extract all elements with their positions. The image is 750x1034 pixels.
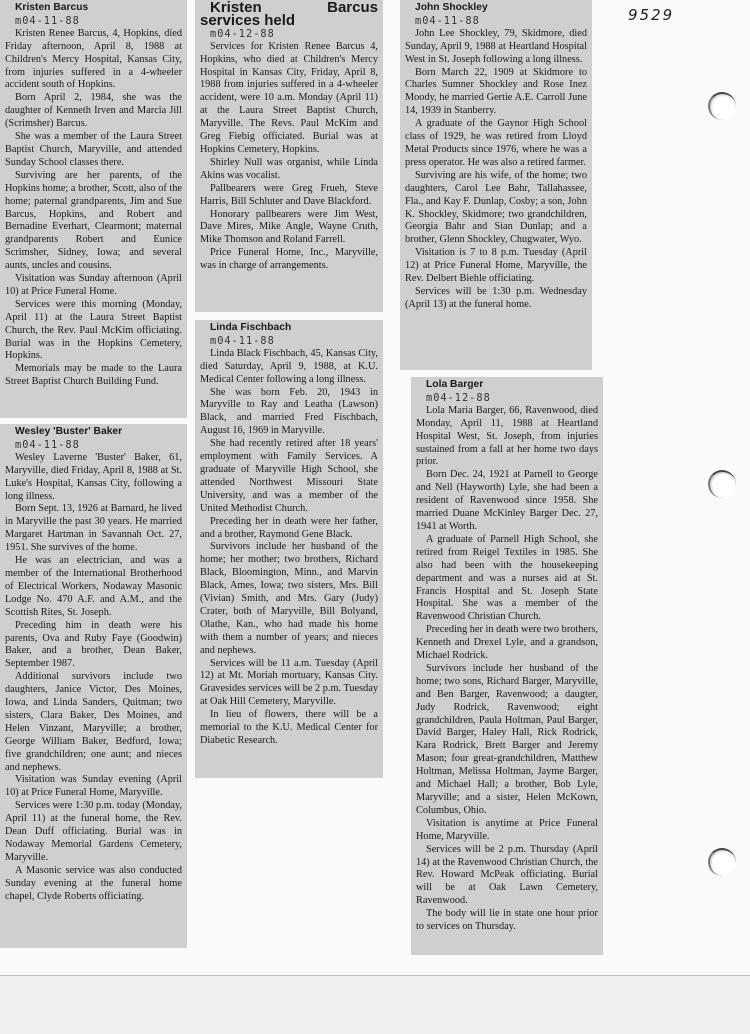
obituary-paragraph: She was born Feb. 20, 1943 in Maryville to Ray and Leatha (Lawson) Black, and married Fred Fischbach, August 16, 1969 in Maryville. (200, 386, 378, 437)
obituary-paragraph: The body will lie in state one hour prior to services on Thursday. (416, 908, 598, 933)
obituary-paragraph: Preceding her in death were two brothers, Kenneth and Drexel Lyle, and a grandson, Michael Rodrick. (416, 624, 598, 662)
obituary-heading: Kristen Barcus (15, 2, 89, 13)
obituary-paragraph: She was a member of the Laura Street Baptist Church, Maryville, and attended Sunday School classes there. (5, 131, 182, 168)
article-kristen-barcus-services (195, 0, 383, 312)
obituary-paragraph: Born March 22, 1909 at Skidmore to Charles Sumner Shockley and Rose Inez Moody, he married Gertie A.E. Carroll June 14, 1939 in Stanberry. (405, 66, 587, 117)
obituary-kristen-barcus (0, 0, 187, 418)
obituary-paragraph: A Masonic service was also conducted Sunday evening at the funeral home chapel, Clyde Roberts officiating. (5, 864, 182, 902)
handwritten-date: m04-11-88 (15, 438, 80, 451)
obituary-paragraph: A graduate of the Gaynor High School class of 1929, he was retired from Lloyd Metal Products since 1976, where he was a press operator. He was also a retired farmer. (405, 118, 587, 168)
obituary-paragraph: He was an electrician, and was a member of the International Brotherhood of Electrical Workers, Nodaway Masonic Lodge No. 470 A.F. and A.M., and the Scottish Rites, St. Joseph. (5, 555, 182, 618)
obituary-paragraph: Wesley Laverne 'Buster' Baker, 61, Maryville, died Friday, April 8, 1988 at St. Luke's Hospital, Kansas City, following a long illness. (5, 451, 182, 502)
obituary-paragraph: Visitation was Sunday evening (April 10) at Price Funeral Home, Maryville. (5, 774, 182, 799)
obituary-paragraph: Services will be 2 p.m. Thursday (April 14) at the Ravenwood Christian Church, the Rev. Howard McPeak officiating. Burial will be at Oak Lawn Cemetery, Ravenwood. (416, 843, 598, 907)
obituary-paragraph: A graduate of Parnell High School, she retired from Reigel Textiles in 1985. She also had been with the housekeeping department and was a nurses aid at St. Francis Hospital and St. Joseph State Hospital. She was a member of the Ravenwood Christian Church. (416, 533, 598, 623)
obituary-paragraph: Preceding her in death were her father, and a brother, Raymond Gene Black. (200, 515, 378, 540)
handwritten-date: m04-12-88 (210, 27, 275, 40)
obituary-heading: Wesley 'Buster' Baker (15, 426, 123, 437)
obituary-paragraph: Kristen Renee Barcus, 4, Hopkins, died Friday afternoon, April 8, 1988 at Children's Mercy Hospital, Kansas City, from injuries suffered in a 4-wheeler accident south of Hopkins. (5, 27, 182, 91)
obituary-paragraph: Linda Black Fischbach, 45, Kansas City, died Saturday, April 9, 1988, at K.U. Medical Center following a long illness. (200, 347, 378, 385)
obituary-heading: Kristen Barcus services held (200, 0, 378, 29)
obituary-paragraph: Services were 1:30 p.m. today (Monday, April 11) at the funeral home, the Rev. Dean Duff officiating. Burial was in Nodaway Memorial Gardens Cemetery, Maryville. (5, 800, 182, 863)
obituary-heading: John Shockley (415, 2, 488, 13)
obituary-paragraph: She had recently retired after 18 years' employment with Family Services. A graduate of Maryville High School, she attended Northwest Missouri State University, and was a member of the United Methodist Church. (200, 438, 378, 514)
obituary-paragraph: Surviving are her parents, of the Hopkins home; a brother, Scott, also of the home; paternal grandparents, Jim and Sue Barcus, Hopkins, and Robert and Bernadine Everhart, Clearmont; maternal grandparents Robert and Eunice Scrimsher, Sidney, Iowa; and several aunts, uncles and cousins. (5, 169, 182, 272)
obituary-paragraph: Visitation was Sunday afternoon (April 10) at Price Funeral Home. (5, 273, 182, 297)
obituary-paragraph: Survivors include her husband of the home; her mother; two brothers, Richard Black, Bloomington, Minn., and Marvin Black, Ames, Iowa; two sisters, Mrs. Bill (Vivian) Smith, and Mrs. Gary (Judy) Crater, both of Maryville, Bill Bolyand, Olathe, Kan., who had made his home with them a number of years; and nieces and nephews. (200, 541, 378, 656)
obituary-john-shockley (400, 0, 592, 370)
handwritten-date: m04-12-88 (426, 391, 491, 404)
obituary-paragraph: Honorary pallbearers were Jim West, Dave Mires, Mike Angle, Wayne Cruth, Mike Thomson and Roland Farrell. (200, 208, 378, 246)
obituary-paragraph: Price Funeral Home, Inc., Maryville, was in charge of arrangements. (200, 247, 378, 272)
obituary-paragraph: Survivors include her husband of the home; two sons, Richard Barger, Maryville, and Ben Barger, Ravenwood; a daugter, Judy Rodrick, Ravenwood; eight grandchildren, Paula Holtman, Paul Barger, David Barger, Haley Hall, Rick Rodrick, Kara Rodrick, Brett Barger and Jeremy Mason; four great-grandchildren, Matthew Holtman, Melissa Holtman, Jayme Barger, and Michael Hall; a brother, Bob Lyle, Maryville; and a sister, Helen McKown, Columbus, Ohio. (416, 662, 598, 816)
page-bottom-edge (0, 975, 750, 1034)
obituary-paragraph: Born Dec. 24, 1921 at Parnell to George and Nell (Hayworth) Lyle, she had been a resident of Ravenwood since 1958. She married Duane McKinley Barger Dec. 27, 1941 at Worth. (416, 469, 598, 532)
obituary-paragraph: Surviving are his wife, of the home; two daughters, Carol Lee Bahr, Tallahassee, Fla., and Kay F. Dunlap, Cosby; a son, John K. Shockley, Skidmore; two grandchildren, Georgia Bahr and Sian Dunlap; and a brother, Glenn Shockley, Chugwater, Wyo. (405, 169, 587, 246)
obituary-linda-fischbach (195, 320, 383, 778)
obituary-paragraph: Preceding him in death were his parents, Ova and Ruby Faye (Goodwin) Baker, and a brother, Dean Baker, September 1987. (5, 619, 182, 670)
obituary-wesley-baker (0, 424, 187, 948)
obituary-paragraph: Visitation is 7 to 8 p.m. Tuesday (April 12) at Price Funeral Home, Maryville, the Rev. Delbert Biehle officiating. (405, 247, 587, 285)
obituary-heading: Linda Fischbach (210, 322, 292, 333)
obituary-paragraph: John Lee Shockley, 79, Skidmore, died Sunday, April 9, 1988 at Heartland Hospital West in St. Joseph following a long illness. (405, 27, 587, 65)
obituary-paragraph: Services will be 11 a.m. Tuesday (April 12) at Mt. Moriah mortuary, Kansas City. Gravesides services will be 2 p.m. Tuesday at Oak Hill Cemetery, Maryville. (200, 657, 378, 708)
binder-hole (708, 848, 736, 876)
obituary-paragraph: Visitation is anytime at Price Funeral Home, Maryville. (416, 817, 598, 842)
obituary-paragraph: Services will be 1:30 p.m. Wednesday (April 13) at the funeral home. (405, 285, 587, 310)
obituary-paragraph: Lola Maria Barger, 66, Ravenwood, died Monday, April 11, 1988 at Heartland Hospital West, St. Joseph, from injuries sustained from a fall at her home two days prior. (416, 404, 598, 468)
binder-hole (708, 92, 736, 120)
obituary-paragraph: Pallbearers were Greg Frueh, Steve Harris, Bill Schluter and Dave Blackford. (200, 182, 378, 207)
binder-hole (708, 470, 736, 498)
obituary-paragraph: Services were this morning (Monday, April 11) at the Laura Street Baptist Church, the Rev. Paul McKim officiating. Burial was in the Hopkins Cemetery, Hopkins. (5, 298, 182, 362)
obituary-paragraph: Born Sept. 13, 1926 at Barnard, he lived in Maryville the past 30 years. He married Margaret Hartman in Savannah Oct. 27, 1951. She survives of the home. (5, 503, 182, 554)
page-number: 9529 (628, 6, 675, 24)
handwritten-date: m04-11-88 (210, 334, 275, 347)
obituary-lola-barger (411, 377, 603, 955)
handwritten-date: m04-11-88 (415, 14, 480, 27)
obituary-paragraph: Additional survivors include two daughters, Janice Victor, Des Moines, Iowa, and Linda Sanders, Quitman; two sisters, Clara Baker, Des Moines, and Helen Vinzant, Maryville; a brother, George William Baker, Bedford, Iowa; five grandchildren; one aunt; and nieces and nephews. (5, 671, 182, 773)
obituary-paragraph: Memorials may be made to the Laura Street Baptist Church Building Fund. (5, 363, 182, 388)
obituary-paragraph: In lieu of flowers, there will be a memorial to the K.U. Medical Center for Diabetic Research. (200, 709, 378, 746)
obituary-paragraph: Born April 2, 1984, she was the daughter of Kenneth Irven and Marcia Jill (Scrimsher) Barcus. (5, 92, 182, 130)
obituary-heading: Lola Barger (426, 379, 484, 390)
handwritten-date: m04-11-88 (15, 14, 80, 27)
obituary-paragraph: Services for Kristen Renee Barcus 4, Hopkins, who died at Children's Mercy Hospital in Kansas City, Friday, April 8, 1988 from injuries suffered in a 4-wheeler accident, were 10 a.m. Monday (April 11) at the Laura Street Baptist Church, Maryville. The Revs. Paul McKim and Greg Fiebig officiated. Burial was at Hopkins Cemetery, Hopkins. (200, 40, 378, 155)
obituary-paragraph: Shirley Null was organist, while Linda Akins was vocalist. (200, 156, 378, 181)
